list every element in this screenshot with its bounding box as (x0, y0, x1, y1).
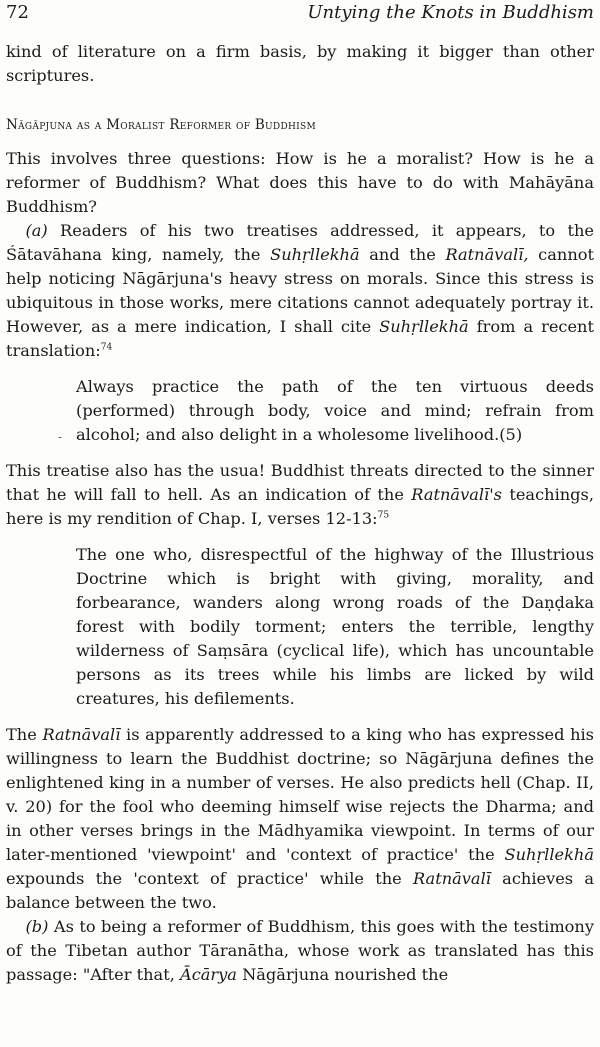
block-quote: The one who, disrespectful of the highway of the Illustrious Doctrine which is bright with giving, morality, and forbearance, wanders along wrong roads of the Daṇḍaka forest with bodily torment; enters the terrible, lengthy wilderness of Saṃsāra (cyclical life), which has uncountable persons as its trees while his limbs are licked by wild creatures, his defilements. (76, 545, 594, 708)
stray-mark: - (58, 430, 63, 444)
term: Ācārya (180, 965, 237, 984)
work-title: Suhṛllekhā (270, 245, 360, 264)
paragraph-marker: (a) (25, 221, 48, 240)
paragraph-marker: (b) (25, 917, 49, 936)
intro-paragraph: kind of literature on a firm basis, by making it bigger than other scriptures. (6, 42, 594, 85)
footnote-ref: 75 (377, 510, 390, 521)
ratnavali-paragraph: The Ratnāvalī is apparently addressed to a king who has expressed his willingness to learn the Buddhist doctrine; so Nāgārjuna defines the enlightened king in a number of verses. He also predicts hell (Chap. II, v. 20) for the fool who deeming himself wise rejects the Dharma; and in other verses brings in the Mādhyamika viewpoint. In terms of our later-mentioned 'viewpoint' and 'context of practice' the Suhṛllekhā expounds the 'context of practice' while the Ratnāvalī achieves a balance between the two. (6, 725, 594, 912)
work-title: Ratnāvalī, (445, 245, 529, 264)
work-title: Suhṛllekhā (379, 317, 469, 336)
work-title: Ratnāvalī (412, 869, 491, 888)
running-title: Untying the Knots in Buddhism (307, 2, 594, 23)
block-quote: Always practice the path of the ten virtuous deeds (performed) through body, voice and mind; refrain from alcohol; and also delight in a wholesome livelihood.(5) (76, 377, 594, 444)
questions-paragraph: This involves three questions: How is he a moralist? How is he a reformer of Buddhism? What does this have to do with Mahāyāna Buddhism? (6, 149, 594, 216)
page-number: 72 (6, 2, 29, 23)
footnote-ref: 74 (100, 342, 113, 353)
running-header (6, 2, 594, 28)
paragraph-b: (b) As to being a reformer of Buddhism, this goes with the testimony of the Tibetan author Tāranātha, whose work as translated has this passage: "After that, Ācārya Nāgārjuna nourished the (6, 917, 594, 984)
work-title: Suhṛllekhā (504, 845, 594, 864)
paragraph-a: (a) Readers of his two treatises addressed, it appears, to the Śātavāhana king, namely, the Suhṛllekhā and the Ratnāvalī, cannot help noticing Nāgārjuna's heavy stress on morals. Since this stress is ubiquitous in those works, mere citations cannot adequately portray it. However, as a mere indication, I shall cite Suhṛllekhā from a recent translation:$^{74}$ (6, 221, 594, 360)
work-title: Ratnāvalī's (411, 485, 502, 504)
treatise-paragraph: This treatise also has the usua! Buddhist threats directed to the sinner that he will fall to hell. As an indication of the Ratnāvalī's teachings, here is my rendition of Chap. I, verses 12-13:$^{75}$ (6, 461, 594, 528)
work-title: Ratnāvalī (42, 725, 121, 744)
section-heading: Nāgāpjuna as a Moralist Reformer of Buddhism (6, 117, 316, 133)
page-body (6, 40, 594, 987)
